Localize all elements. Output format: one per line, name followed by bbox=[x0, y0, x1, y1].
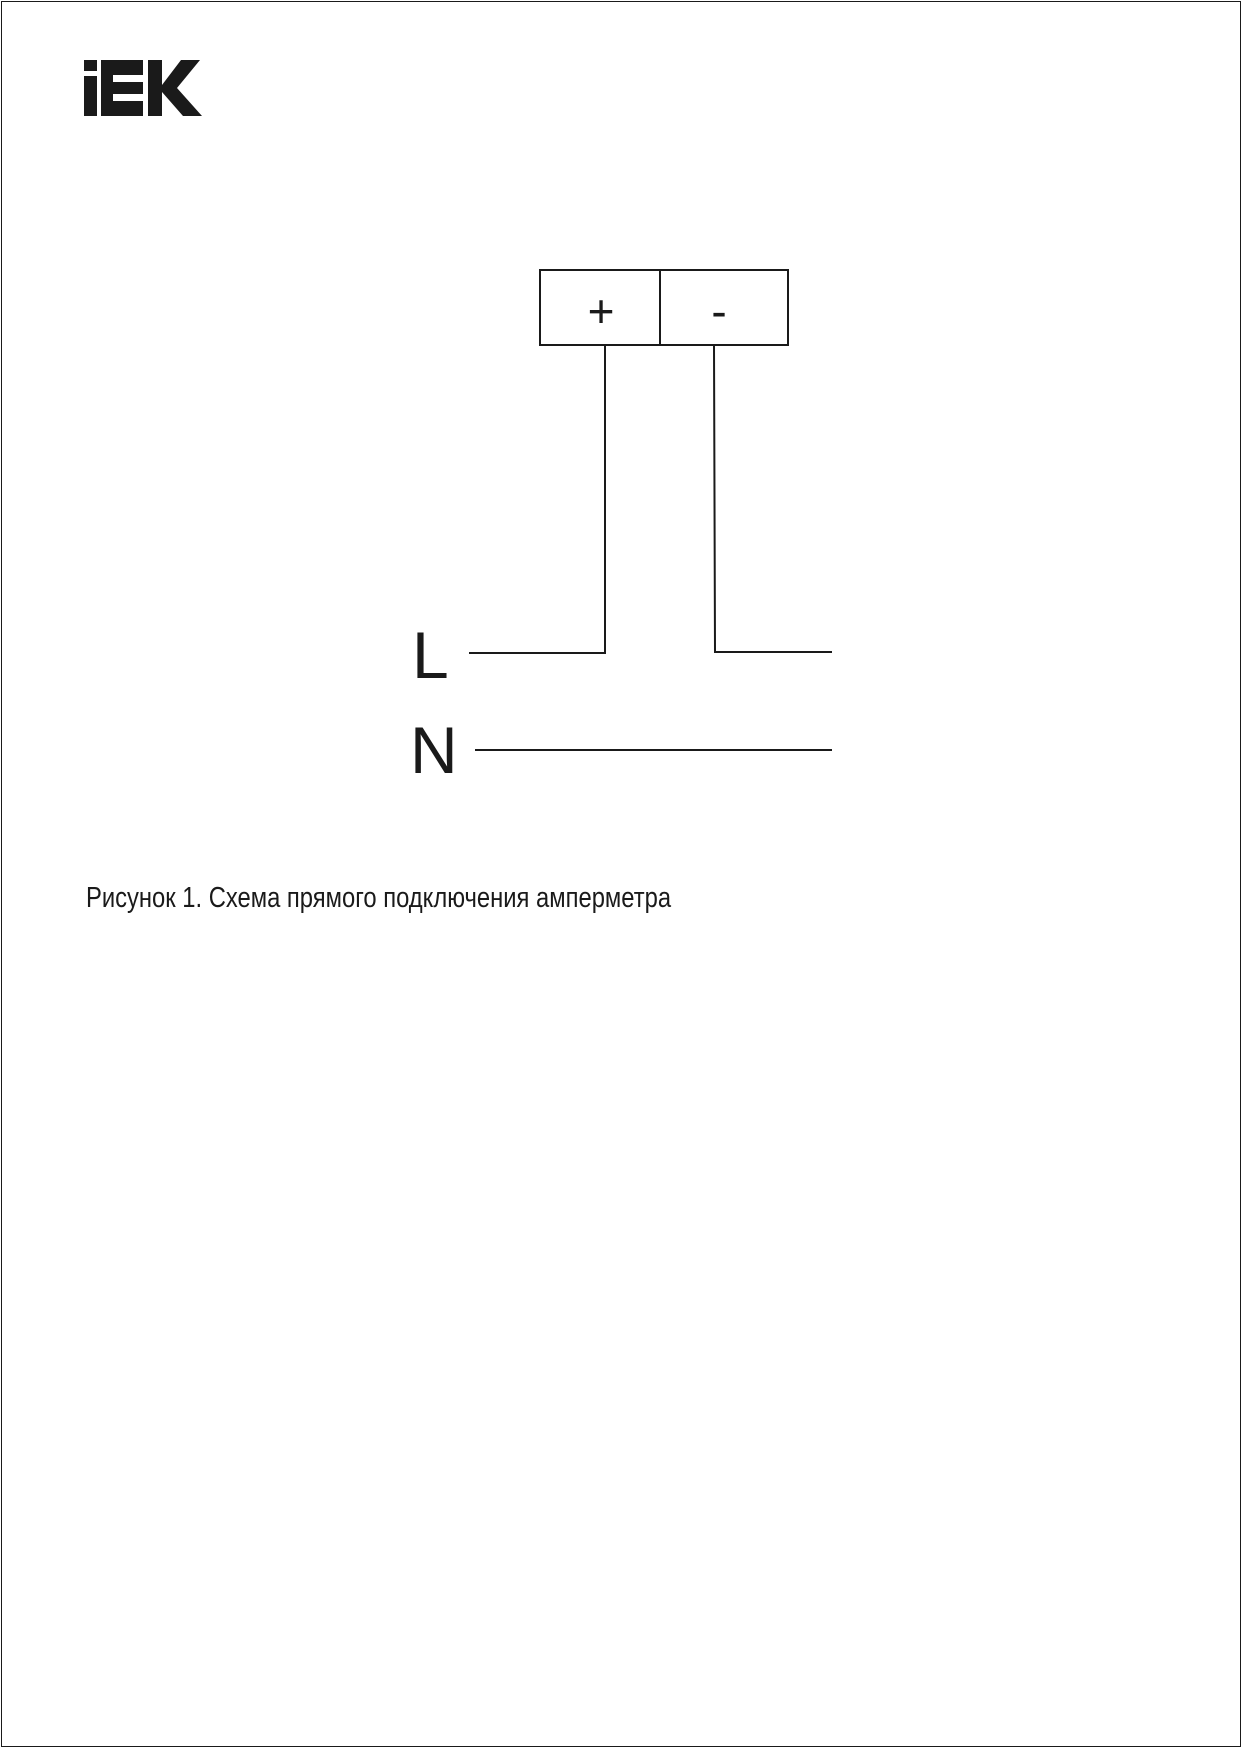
terminal-plus-label: + bbox=[587, 285, 615, 337]
figure-caption: Рисунок 1. Схема прямого подключения амперметра bbox=[86, 882, 672, 914]
terminal-block bbox=[540, 270, 788, 345]
neutral-label: N bbox=[410, 713, 458, 787]
document-page bbox=[1, 1, 1241, 1747]
minus-wire bbox=[714, 345, 832, 652]
line-label: L bbox=[412, 618, 449, 692]
connection-diagram bbox=[2, 2, 1242, 1748]
plus-wire bbox=[469, 345, 605, 653]
terminal-minus-label: - bbox=[711, 285, 727, 337]
